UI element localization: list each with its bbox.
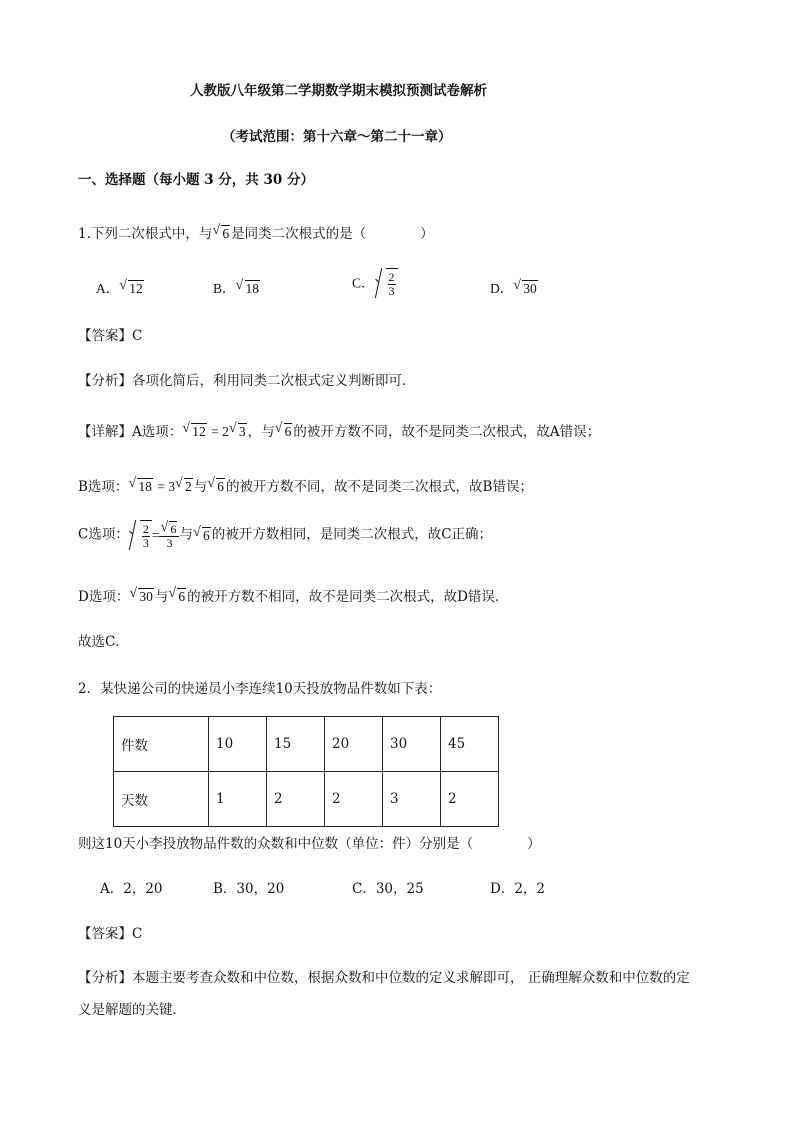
table-row — [114, 717, 499, 772]
q1-conclusion: 故选C． — [78, 634, 129, 650]
q1-stem-post: 是同类二次根式的是（ ） — [231, 226, 434, 242]
question-2-question: 则这10天小李投放物品件数的众数和中位数（单位：件）分别是（ ） — [78, 836, 541, 852]
q2-analysis-line-2: 义是解题的关键． — [78, 1002, 186, 1018]
delivery-table — [113, 716, 499, 827]
question-1-stem — [78, 225, 434, 242]
q2-option-c: C．30，25 — [352, 881, 424, 897]
q1-detail-d: D选项：√ 30 与√ 6 的被开方数不相同，故不是同类二次根式，故D错误． — [78, 588, 508, 605]
q1-detail-c: C选项： $\frac{2}{3}$ = √ $\frac{6}{3}$ 与√ 6 的被开方数相同，是同类二次根式，故C正确； — [78, 520, 492, 550]
q1-detail-b: B选项：√ 18 = 3√ 2 与√ 6 的被开方数不同，故不是同类二次根式，故B错误； — [78, 478, 533, 495]
table-cell: 3 — [383, 772, 441, 827]
q1-option-c: C． $\frac{2}{3}$ — [352, 268, 398, 298]
table-cell: 1 — [209, 772, 267, 827]
q2-analysis-line-1: 【分析】本题主要考查众数和中位数，根据众数和中位数的定义求解即可， 正确理解众数和中位数的定 — [78, 970, 690, 986]
question-2-stem: 2．某快递公司的快递员小李连续10天投放物品件数如下表： — [78, 681, 442, 697]
q1-detail-a: 【详解】A选项：√ 12 = 2√ 3 ，与√ 6 的被开方数不同，故不是同类二次根式，故A错误； — [78, 423, 600, 440]
q2-answer: 【答案】C — [78, 926, 143, 942]
table-cell: 45 — [441, 717, 499, 772]
section-heading: 一、选择题（每小题 3 分，共 30 分） — [78, 172, 314, 188]
table-cell: 2 — [441, 772, 499, 827]
document-subtitle: （考试范围：第十六章～第二十一章） — [222, 129, 452, 145]
table-cell: 2 — [267, 772, 325, 827]
table-cell: 15 — [267, 717, 325, 772]
table-cell: 件数 — [114, 717, 209, 772]
q2-option-d: D．2，2 — [490, 881, 546, 897]
table-cell: 天数 — [114, 772, 209, 827]
q1-option-b: B．√ 18 — [213, 280, 261, 296]
q1-option-a: A．√ 12 — [96, 280, 145, 296]
q1-stem-pre: 1.下列二次根式中，与 — [78, 226, 213, 242]
table-cell: 2 — [325, 772, 383, 827]
table-cell: 30 — [383, 717, 441, 772]
document-title: 人教版八年级第二学期数学期末模拟预测试卷解析 — [190, 83, 487, 99]
q1-option-d: D．√ 30 — [490, 280, 539, 296]
sqrt-expression: √ 6 — [212, 225, 230, 241]
table-cell: 10 — [209, 717, 267, 772]
q1-analysis: 【分析】各项化简后，利用同类二次根式定义判断即可． — [78, 373, 416, 389]
q2-option-b: B．30，20 — [213, 881, 285, 897]
q2-option-a: A．2，20 — [100, 881, 163, 897]
table-cell: 20 — [325, 717, 383, 772]
q1-answer: 【答案】C — [78, 328, 143, 344]
table-row — [114, 772, 499, 827]
